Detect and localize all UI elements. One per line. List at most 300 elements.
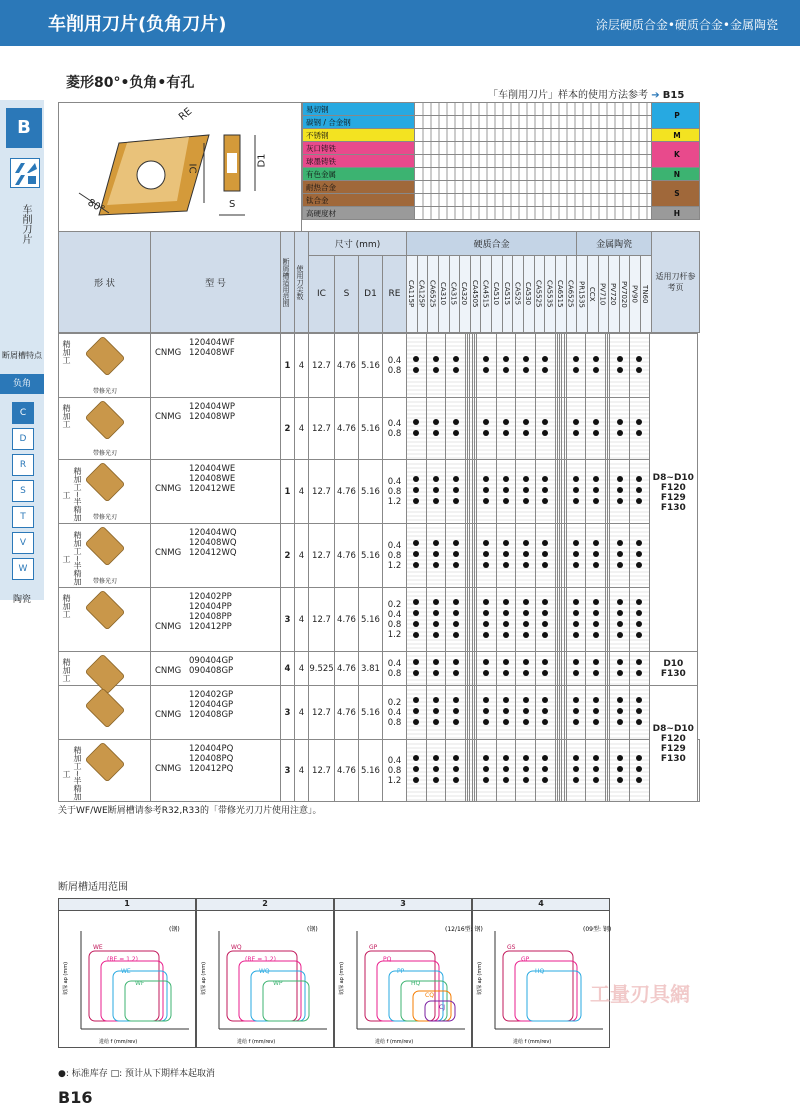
grade-cell <box>610 686 630 740</box>
table-row <box>59 334 700 398</box>
grade-label: PV720 <box>609 282 618 306</box>
grade-cell <box>426 652 446 686</box>
grade-cell <box>536 686 556 740</box>
series: CNMG <box>155 348 182 358</box>
grade-cell <box>586 652 606 686</box>
grade-cell <box>566 460 586 524</box>
cell-re: 0.4 0.8 1.2 <box>383 524 407 588</box>
grade-cell <box>477 334 497 398</box>
cell-value: 4 <box>295 524 309 588</box>
cell-value: 4.76 <box>335 334 359 398</box>
chart-steel: (钢) <box>169 926 180 933</box>
material-name: 钛合金 <box>303 194 415 207</box>
grade-cell <box>407 652 427 686</box>
chart-series-label: WP <box>273 980 283 987</box>
cell-value: 4 <box>281 652 295 686</box>
legend: ●: 标准库存 □: 预计从下期样本起取消 <box>58 1069 216 1079</box>
insert-image <box>85 526 126 567</box>
holder-ref-empty <box>697 740 699 802</box>
cell-re: 0.2 0.4 0.8 <box>383 686 407 740</box>
grade-cell <box>496 588 516 652</box>
cell-value: 3 <box>281 740 295 802</box>
dim-s: S <box>229 199 236 210</box>
dim-angle: 80° <box>85 197 107 216</box>
grade-cell <box>407 740 427 802</box>
material-code: N <box>651 168 699 181</box>
cell-value: 5.16 <box>359 334 383 398</box>
grade-cell <box>566 334 586 398</box>
material-name: 不锈钢 <box>303 129 415 142</box>
col-size: 尺寸 (mm) <box>309 232 407 256</box>
row-label: 精加工 <box>62 404 71 428</box>
chart-series-label: GP <box>521 956 530 963</box>
material-grade-marks <box>415 103 652 116</box>
chart-ylabel: 切深 ap (mm) <box>477 961 483 995</box>
cell-value: 4.76 <box>335 740 359 802</box>
reference-note[interactable]: 「车削用刀片」样本的使用方法参考 ➔ B15 <box>488 90 685 101</box>
cell-re: 0.4 0.8 <box>383 652 407 686</box>
charts-title: 断屑槽适用范围 <box>58 882 128 893</box>
row-caption: 带修光刃 <box>93 514 118 521</box>
models: 090404GP 090408GP <box>189 656 234 676</box>
models: 120404WF 120408WF <box>189 338 235 358</box>
grade-label: PV710 <box>598 282 607 306</box>
material-grade-marks <box>415 181 652 194</box>
grade-cell <box>426 740 446 802</box>
cell-value: 4 <box>295 686 309 740</box>
grade-cell <box>477 398 497 460</box>
grade-cell <box>630 334 650 398</box>
page-title: 车削用刀片(负角刀片) <box>48 14 227 35</box>
cell-value: 12.7 <box>309 460 335 524</box>
col-dim: S <box>335 256 359 333</box>
row-label: 精加工 <box>62 658 71 682</box>
grade-cell <box>586 588 606 652</box>
models: 120404WQ 120408WQ 120412WQ <box>189 528 237 558</box>
cell-value: 12.7 <box>309 588 335 652</box>
cell-value: 4.76 <box>335 652 359 686</box>
cell-value: 12.7 <box>309 398 335 460</box>
dim-re: RE <box>177 106 195 123</box>
row-label: 精加工~半精加工 <box>62 531 82 586</box>
table-row <box>59 460 700 524</box>
grade-cell <box>536 588 556 652</box>
chart-series-label: GP <box>369 944 378 951</box>
col-cermet: 金属陶瓷 <box>577 232 652 256</box>
grade-cell <box>630 398 650 460</box>
series: CNMG <box>155 764 182 774</box>
material-table <box>302 102 700 220</box>
grade-cell <box>496 334 516 398</box>
grade-label: CA6525 <box>566 280 575 308</box>
chart-number: 3 <box>335 899 471 911</box>
shape-icon-c[interactable]: C <box>12 402 34 424</box>
grade-cell <box>516 740 536 802</box>
table-row <box>59 652 700 686</box>
grade-label: PR1535 <box>577 280 586 308</box>
chart-panel <box>472 898 610 1048</box>
material-grade-marks <box>415 129 652 142</box>
col-range: 断屑槽适用范围 <box>282 257 290 307</box>
row-caption: 带修光刃 <box>93 578 118 585</box>
grade-cell <box>610 740 630 802</box>
grade-cell <box>407 334 427 398</box>
grade-cell <box>407 524 427 588</box>
cell-value: 3 <box>281 686 295 740</box>
grade-cell <box>586 334 606 398</box>
chart-series-label: WQ <box>231 944 242 951</box>
grade-cell <box>630 588 650 652</box>
row-label: 精加工~半精加工 <box>62 467 82 522</box>
grade-cell <box>536 740 556 802</box>
grade-cell <box>446 652 466 686</box>
grade-cell <box>610 398 630 460</box>
cell-value: 4.76 <box>335 686 359 740</box>
watermark: 工量刃具網 <box>590 982 690 1006</box>
grade-cell <box>446 740 466 802</box>
insert-image <box>85 688 126 729</box>
material-grade-marks <box>415 207 652 220</box>
material-name: 灰口铸铁 <box>303 142 415 155</box>
grade-cell <box>407 460 427 524</box>
chart-panel <box>58 898 196 1048</box>
chart-series-label: WF <box>135 980 145 987</box>
cell-value: 4 <box>295 398 309 460</box>
col-model: 型 号 <box>151 232 281 333</box>
sidebar-neg[interactable]: 负角 <box>0 374 44 394</box>
chart-series-label: (RE = 1.2) <box>107 956 139 963</box>
grade-cell <box>446 334 466 398</box>
chart-steel: (12/16型: 钢) <box>445 926 483 933</box>
series: CNMG <box>155 412 182 422</box>
material-name: 有色金属 <box>303 168 415 181</box>
models: 120404WP 120408WP <box>189 402 235 422</box>
material-name: 耐热合金 <box>303 181 415 194</box>
col-dim: D1 <box>359 256 383 333</box>
chart-series-label: PQ <box>383 956 392 963</box>
chart-ylabel: 切深 ap (mm) <box>63 961 69 995</box>
grade-cell <box>586 460 606 524</box>
page-header <box>0 0 800 46</box>
chart-series-label: PP <box>397 968 405 975</box>
material-name: 高硬度材 <box>303 207 415 220</box>
header-subtitle: 涂层硬质合金•硬质合金•金属陶瓷 <box>595 18 778 32</box>
grade-cell <box>446 686 466 740</box>
material-code: H <box>651 207 699 220</box>
row-label: 精加工 <box>62 594 71 618</box>
cell-re: 0.2 0.4 0.8 1.2 <box>383 588 407 652</box>
chart-series-label: CQ <box>425 992 434 999</box>
models: 120404PQ 120408PQ 120412PQ <box>189 744 234 774</box>
insert-image <box>85 742 126 783</box>
col-dim: RE <box>383 256 407 333</box>
chart-steel: (钢) <box>307 926 318 933</box>
grade-cell <box>516 652 536 686</box>
chart-series-label: WE <box>121 968 131 975</box>
material-name: 球墨铸铁 <box>303 155 415 168</box>
grade-cell <box>610 460 630 524</box>
sidebar-groove[interactable]: 断屑槽特点 <box>2 351 42 360</box>
series: CNMG <box>155 666 182 676</box>
grade-cell <box>536 334 556 398</box>
cell-value: 5.16 <box>359 524 383 588</box>
cell-value: 9.525 <box>309 652 335 686</box>
cell-value: 5.16 <box>359 588 383 652</box>
grade-cell <box>586 398 606 460</box>
grade-cell <box>516 460 536 524</box>
grade-cell <box>496 460 516 524</box>
col-dim: IC <box>309 256 335 333</box>
material-grade-marks <box>415 155 652 168</box>
grade-cell <box>407 398 427 460</box>
chart-number: 4 <box>473 899 609 911</box>
models: 120402PP 120404PP 120408PP 120412PP <box>189 592 232 632</box>
table-row <box>59 398 700 460</box>
chart-ylabel: 切深 ap (mm) <box>201 961 207 995</box>
cell-value: 4.76 <box>335 524 359 588</box>
col-carbide: 硬质合金 <box>407 232 577 256</box>
series: CNMG <box>155 484 182 494</box>
grade-cell <box>610 652 630 686</box>
chart-xlabel: 进给 f (mm/rev) <box>513 1039 552 1045</box>
grade-cell <box>407 588 427 652</box>
grade-cell <box>496 524 516 588</box>
grade-label: CA115P <box>407 280 415 308</box>
grade-cell <box>536 524 556 588</box>
cell-value: 4.76 <box>335 588 359 652</box>
grade-cell <box>630 686 650 740</box>
grade-cell <box>477 686 497 740</box>
grade-cell <box>426 686 446 740</box>
table-row <box>59 588 700 652</box>
dim-d1: D1 <box>256 153 268 168</box>
row-caption: 带修光刃 <box>93 450 118 457</box>
grade-cell <box>610 524 630 588</box>
grade-label: CCX <box>587 286 596 302</box>
cell-value: 5.16 <box>359 686 383 740</box>
grade-cell <box>477 652 497 686</box>
insert-image <box>85 462 126 503</box>
grade-cell <box>566 686 586 740</box>
grade-cell <box>426 588 446 652</box>
grade-cell <box>446 460 466 524</box>
chart-number: 1 <box>59 899 195 911</box>
page-number: B16 <box>58 1088 93 1107</box>
row-caption: 带修光刃 <box>93 388 118 395</box>
material-name: 碳钢 / 合金钢 <box>303 116 415 129</box>
chart-steel: (09型: 钢) <box>583 926 612 933</box>
material-name: 易切钢 <box>303 103 415 116</box>
chart-series-label: WQ <box>259 968 270 975</box>
table-note: 关于WF/WE断屑槽请参考R32,R33的「带修光刃刀片使用注意」。 <box>58 806 322 816</box>
dim-ic: IC <box>186 163 198 174</box>
grade-label: TN60 <box>641 284 650 304</box>
row-label: 精加工~半精加工 <box>62 746 82 801</box>
table-row <box>59 524 700 588</box>
grade-cell <box>426 334 446 398</box>
cell-value: 3 <box>281 588 295 652</box>
shape-icon-w[interactable]: W <box>12 558 34 580</box>
cell-value: 4 <box>295 740 309 802</box>
grade-cell <box>496 686 516 740</box>
grade-cell <box>496 740 516 802</box>
grade-cell <box>446 524 466 588</box>
grade-label: CA320 <box>460 282 469 306</box>
grade-cell <box>477 524 497 588</box>
chart-series-label: HQ <box>535 968 545 975</box>
grade-label: CA6515 <box>555 280 564 308</box>
material-code: M <box>651 129 699 142</box>
grade-cell <box>446 398 466 460</box>
insert-image <box>85 400 126 441</box>
insert-image <box>85 590 126 631</box>
grade-cell <box>586 524 606 588</box>
series: CNMG <box>155 548 182 558</box>
chart-xlabel: 进给 f (mm/rev) <box>99 1039 138 1045</box>
grade-cell <box>610 588 630 652</box>
shape-icon-t[interactable]: T <box>12 506 34 528</box>
col-holder: 适用刀杆参考页 <box>652 232 700 333</box>
col-shape: 形 状 <box>59 232 151 333</box>
grade-cell <box>477 740 497 802</box>
grade-cell <box>630 524 650 588</box>
grade-label: CA510 <box>492 282 501 306</box>
shape-icon-v[interactable]: V <box>12 532 34 554</box>
grade-label: PV7020 <box>619 280 628 308</box>
insert-image <box>85 336 126 377</box>
grade-cell <box>630 652 650 686</box>
grade-cell <box>496 652 516 686</box>
material-grade-marks <box>415 168 652 181</box>
chart-xlabel: 进给 f (mm/rev) <box>375 1039 414 1045</box>
grade-label: CA5525 <box>534 280 543 308</box>
cell-value: 4.76 <box>335 460 359 524</box>
material-grade-marks <box>415 194 652 207</box>
grade-cell <box>566 740 586 802</box>
series: CNMG <box>155 622 182 632</box>
cell-value: 4 <box>295 588 309 652</box>
insert-drawing <box>58 102 302 232</box>
chart-series-label: GS <box>507 944 516 951</box>
sidebar-letter[interactable]: B <box>6 108 42 148</box>
cell-value: 4 <box>295 652 309 686</box>
grade-cell <box>516 398 536 460</box>
grade-label: CA515 <box>502 282 511 306</box>
cell-re: 0.4 0.8 1.2 <box>383 740 407 802</box>
grade-cell <box>566 398 586 460</box>
grade-cell <box>630 740 650 802</box>
holder-ref[interactable]: D8~D10 F120 F129 F130 <box>649 686 697 802</box>
grade-cell <box>586 686 606 740</box>
grade-label: CA125P <box>417 280 426 308</box>
grade-cell <box>407 686 427 740</box>
cell-re: 0.4 0.8 1.2 <box>383 460 407 524</box>
material-grade-marks <box>415 116 652 129</box>
chart-xlabel: 进给 f (mm/rev) <box>237 1039 276 1045</box>
grade-cell <box>566 524 586 588</box>
grade-label: CA315 <box>449 282 458 306</box>
table-row <box>59 686 700 740</box>
grade-label: CA4515 <box>481 280 490 308</box>
grade-cell <box>536 652 556 686</box>
cell-value: 2 <box>281 398 295 460</box>
cell-value: 12.7 <box>309 740 335 802</box>
cell-value: 2 <box>281 524 295 588</box>
product-table <box>58 333 700 802</box>
grade-cell <box>446 588 466 652</box>
cell-re: 0.4 0.8 <box>383 334 407 398</box>
grade-cell <box>426 460 446 524</box>
cell-value: 12.7 <box>309 524 335 588</box>
grade-cell <box>477 460 497 524</box>
shape-icon-r[interactable]: R <box>12 454 34 476</box>
row-label: 精加工 <box>62 340 71 364</box>
chart-series-label: CJ <box>439 1004 445 1011</box>
grade-cell <box>516 524 536 588</box>
cell-value: 5.16 <box>359 398 383 460</box>
chart-series-label: HQ <box>411 980 421 987</box>
grade-cell <box>516 334 536 398</box>
grade-label: CA525 <box>513 282 522 306</box>
grade-label: CA4505 <box>470 280 479 308</box>
sidebar-category: 车削刀片 <box>20 204 31 244</box>
cell-value: 1 <box>281 334 295 398</box>
grade-cell <box>426 524 446 588</box>
material-grade-marks <box>415 142 652 155</box>
cell-re: 0.4 0.8 <box>383 398 407 460</box>
cell-value: 5.16 <box>359 740 383 802</box>
grade-cell <box>496 398 516 460</box>
section-title: 菱形80°•负角•有孔 <box>66 75 195 91</box>
chart-series-label: (RE = 1.2) <box>245 956 277 963</box>
shape-icon-s[interactable]: S <box>12 480 34 502</box>
grade-cell <box>566 588 586 652</box>
models: 120404WE 120408WE 120412WE <box>189 464 236 494</box>
grade-cell <box>630 460 650 524</box>
grade-cell <box>516 588 536 652</box>
grade-cell <box>536 460 556 524</box>
table-row <box>59 740 700 802</box>
chart-panel <box>196 898 334 1048</box>
cell-value: 1 <box>281 460 295 524</box>
material-code: S <box>651 181 699 207</box>
grade-cell <box>426 398 446 460</box>
grade-label: PV90 <box>630 285 639 303</box>
material-code: K <box>651 142 699 168</box>
cell-value: 4 <box>295 460 309 524</box>
material-code: P <box>651 103 699 129</box>
shape-icon-d[interactable]: D <box>12 428 34 450</box>
cell-value: 5.16 <box>359 460 383 524</box>
cell-value: 3.81 <box>359 652 383 686</box>
grade-cell <box>477 588 497 652</box>
grade-label: CA6525 <box>428 280 437 308</box>
main-table-header <box>58 231 700 333</box>
models: 120402GP 120404GP 120408GP <box>189 690 234 720</box>
cell-value: 12.7 <box>309 686 335 740</box>
cell-value: 4 <box>295 334 309 398</box>
chart-panel <box>334 898 483 1048</box>
holder-ref[interactable]: D8~D10 F120 F129 F130 <box>649 334 697 652</box>
holder-ref[interactable]: D10 F130 <box>649 652 697 686</box>
sidebar-ceramic[interactable]: 陶瓷 <box>12 595 31 605</box>
grade-cell <box>586 740 606 802</box>
cell-value: 4.76 <box>335 398 359 460</box>
chart-series-label: WE <box>93 944 103 951</box>
grade-cell <box>516 686 536 740</box>
chart-number: 2 <box>197 899 333 911</box>
grade-label: CA310 <box>438 282 447 306</box>
